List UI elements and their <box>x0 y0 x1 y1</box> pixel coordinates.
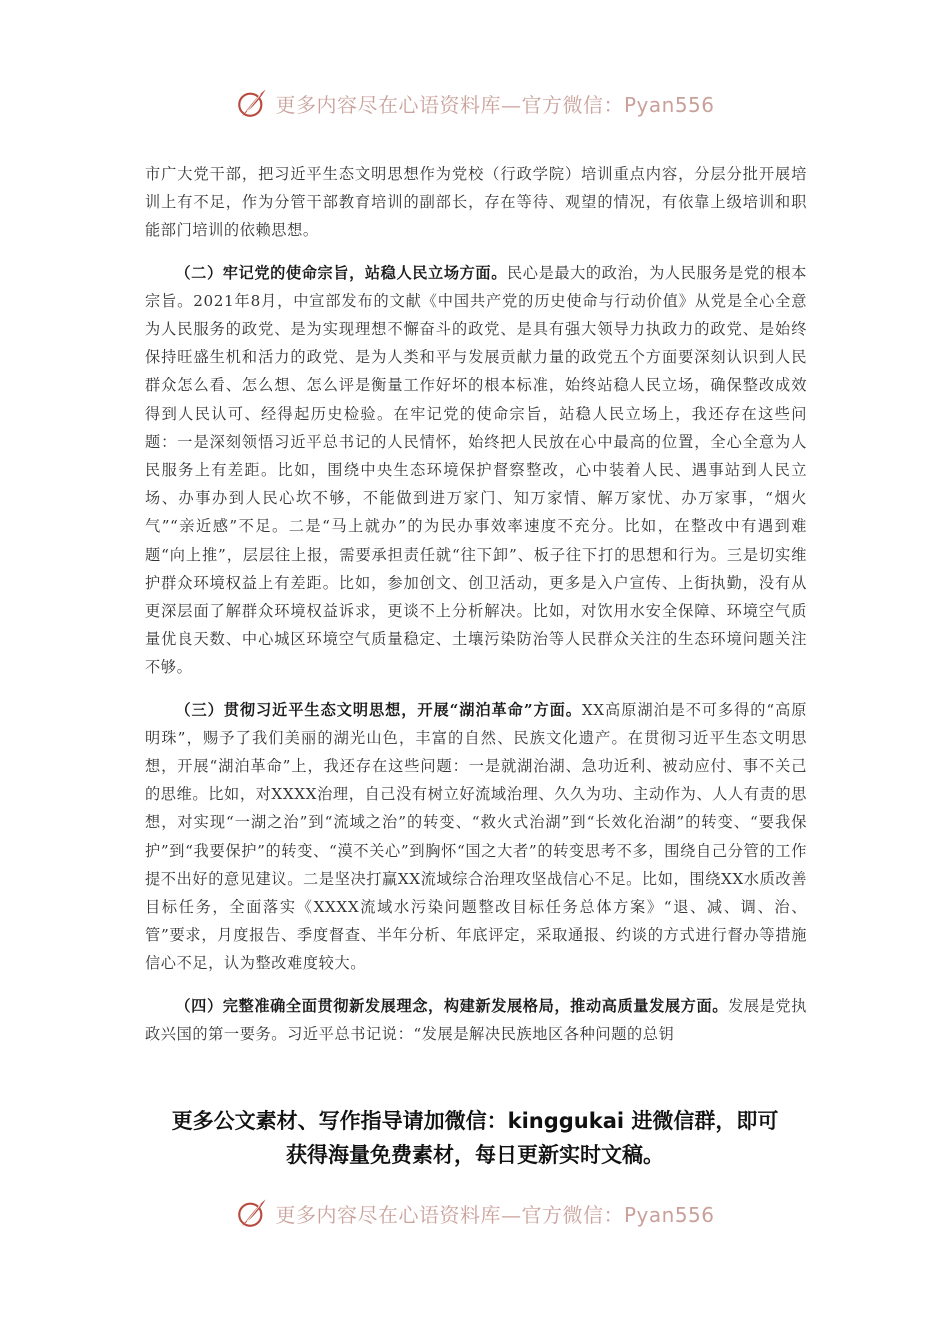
section-heading-3: （三）贯彻习近平生态文明思想，开展“湖泊革命”方面。 <box>175 700 582 719</box>
paragraph-continued: 市广大党干部，把习近平生态文明思想作为党校（行政学院）培训重点内容，分层分批开展培训上有不足，作为分管干部教育培训的副部长，存在等待、观望的情况，有依靠上级培训和职能部门培训的依赖思想。 <box>145 165 807 240</box>
quill-logo-icon <box>235 86 269 120</box>
promo-line-2: 获得海量免费素材，每日更新实时文稿。 <box>286 1143 664 1167</box>
paragraph-section-4 <box>145 992 807 1048</box>
section-body-2: 民心是最大的政治，为人民服务是党的根本宗旨。2021年8月，中宣部发布的文献《中国共产党的历史使命与行动价值》从党是全心全意为人民服务的政党、是为实现理想不懈奋斗的政党、是具有强大领导力执政力的政党、是始终保持旺盛生机和活力的政党、是为人类和平与发展贡献力量的政党五个方面要深刻认识到人民群众怎么看、怎么想、怎么评是衡量工作好坏的根本标准，始终站稳人民立场，确保整改成效得到人民认可、经得起历史检验。在牢记党的使命宗旨，站稳人民立场上，我还存在这些问题：一是深刻领悟习近平总书记的人民情怀，始终把人民放在心中最高的位置，全心全意为人民服务上有差距。比如，围绕中央生态环境保护督察整改，心中装着人民、遇事站到人民立场、办事办到人民心坎不够，不能做到进万家门、知万家情、解万家忧、办万家事，“烟火气”“亲近感”不足。二是“马上就办”的为民办事效率速度不充分。比如，在整改中有遇到难题“向上推”，层层往上报，需要承担责任就“往下卸”、板子往下打的思想和行为。三是切实维护群众环境权益上有差距。比如，参加创文、创卫活动，更多是入户宣传、上街执勤，没有从更深层面了解群众环境权益诉求，更谈不上分析解决。比如，对饮用水安全保障、环境空气质量优良天数、中心城区环境空气质量稳定、土壤污染防治等人民群众关注的生态环境问题关注不够。 <box>145 263 807 677</box>
watermark-banner-bottom <box>0 1190 950 1236</box>
paragraph-section-3 <box>145 696 807 978</box>
watermark-text: 更多内容尽在心语资料库—官方微信：Pyan556 <box>275 92 715 117</box>
section-heading-2: （二）牢记党的使命宗旨，站稳人民立场方面。 <box>175 263 507 282</box>
promo-line-1: 更多公文素材、写作指导请加微信：kinggukai 进微信群，即可 <box>171 1109 779 1133</box>
section-heading-4: （四）完整准确全面贯彻新发展理念，构建新发展格局，推动高质量发展方面。 <box>175 996 729 1015</box>
watermark-wechat-id: Pyan556 <box>623 1202 715 1227</box>
section-body-4: 发展是党执政兴国的第一要务。习近平总书记说：“发展是解决民族地区各种问题的总钥 <box>145 996 808 1043</box>
watermark-text: 更多内容尽在心语资料库—官方微信：Pyan556 <box>275 1202 715 1227</box>
section-body-3: XX高原湖泊是不可多得的“高原明珠”，赐予了我们美丽的湖光山色，丰富的自然、民族文化遗产。在贯彻习近平生态文明思想，开展“湖泊革命”上，我还存在这些问题：一是就湖治湖、急功近利、被动应付、事不关己的思维。比如，对XXXX治理，自己没有树立好流域治理、久久为功、主动作为、人人有责的思想，对实现“一湖之治”到“流域之治”的转变、“救火式治湖”到“长效化治湖”的转变、“要我保护”到“我要保护”的转变、“漠不关心”到胸怀“国之大者”的转变思考不多，围绕自己分管的工作提不出好的意见建议。二是坚决打赢XX流域综合治理攻坚战信心不足。比如，围绕XX水质改善目标任务，全面落实《XXXX流域水污染问题整改目标任务总体方案》“退、减、调、治、管”要求，月度报告、季度督查、半年分析、年底评定，采取通报、约谈的方式进行督办等措施信心不足，认为整改难度较大。 <box>145 700 807 973</box>
quill-logo-icon <box>235 1196 269 1230</box>
promo-notice <box>120 1104 830 1172</box>
paragraph-section-2 <box>145 259 807 682</box>
document-body <box>145 160 807 1062</box>
watermark-wechat-id: Pyan556 <box>623 92 715 117</box>
watermark-banner-top <box>0 80 950 126</box>
